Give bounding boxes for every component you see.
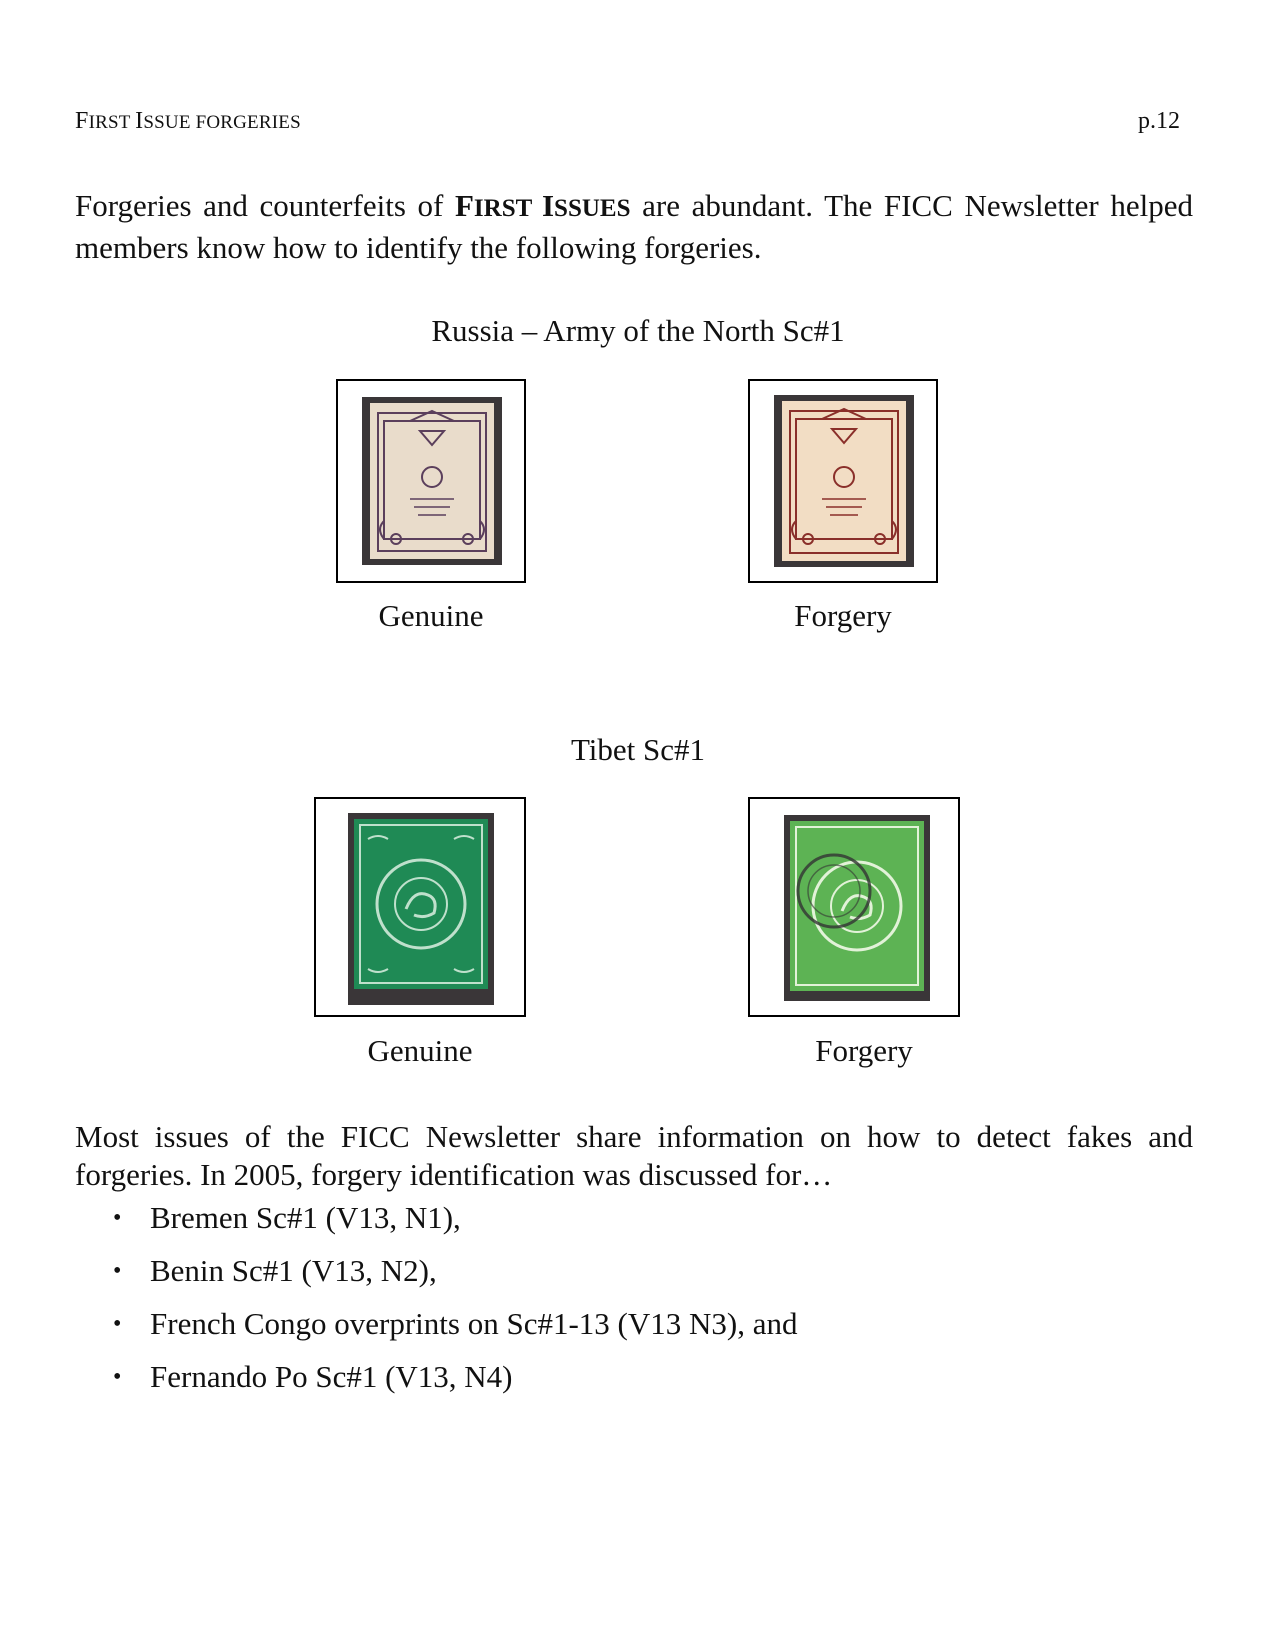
newsletter-paragraph: Most issues of the FICC Newsletter share information on how to detect fakes and forgeries. In 2005, forgery identification was discussed for… <box>75 1119 1193 1192</box>
russia-genuine-stamp-icon <box>370 403 494 559</box>
page-number: p.12 <box>1138 108 1180 134</box>
bullet-icon: • <box>113 1205 122 1231</box>
running-title: FIRST ISSUE FORGERIES <box>75 108 301 134</box>
label-tibet-genuine: Genuine <box>367 1033 473 1068</box>
section-title-tibet: Tibet Sc#1 <box>570 732 706 767</box>
stamp-image-russia-forgery <box>748 379 938 583</box>
label-tibet-forgery: Forgery <box>815 1033 913 1068</box>
tibet-genuine-stamp-icon <box>354 819 488 989</box>
list-item: • French Congo overprints on Sc#1-13 (V13 N3), and <box>75 1304 797 1357</box>
reference-list <box>75 1198 797 1410</box>
stamp-image-tibet-genuine <box>314 797 526 1017</box>
tibet-forgery-stamp-icon <box>790 821 924 991</box>
intro-paragraph: Forgeries and counterfeits of FIRST ISSUES are abundant. The FICC Newsletter helped members know how to identify the following forgeries. <box>75 188 1193 265</box>
stamp-image-tibet-forgery <box>748 797 960 1017</box>
section-title-russia: Russia – Army of the North Sc#1 <box>431 313 845 348</box>
label-russia-genuine: Genuine <box>378 598 484 633</box>
list-item: • Fernando Po Sc#1 (V13, N4) <box>75 1357 797 1410</box>
list-item: • Bremen Sc#1 (V13, N1), <box>75 1198 797 1251</box>
bullet-icon: • <box>113 1258 122 1284</box>
bullet-icon: • <box>113 1311 122 1337</box>
list-item: • Benin Sc#1 (V13, N2), <box>75 1251 797 1304</box>
label-russia-forgery: Forgery <box>794 598 892 633</box>
russia-forgery-stamp-icon <box>782 401 906 561</box>
first-issues-term: FIRST ISSUES <box>454 188 631 223</box>
bullet-icon: • <box>113 1364 122 1390</box>
running-header <box>75 108 1180 138</box>
stamp-image-russia-genuine <box>336 379 526 583</box>
